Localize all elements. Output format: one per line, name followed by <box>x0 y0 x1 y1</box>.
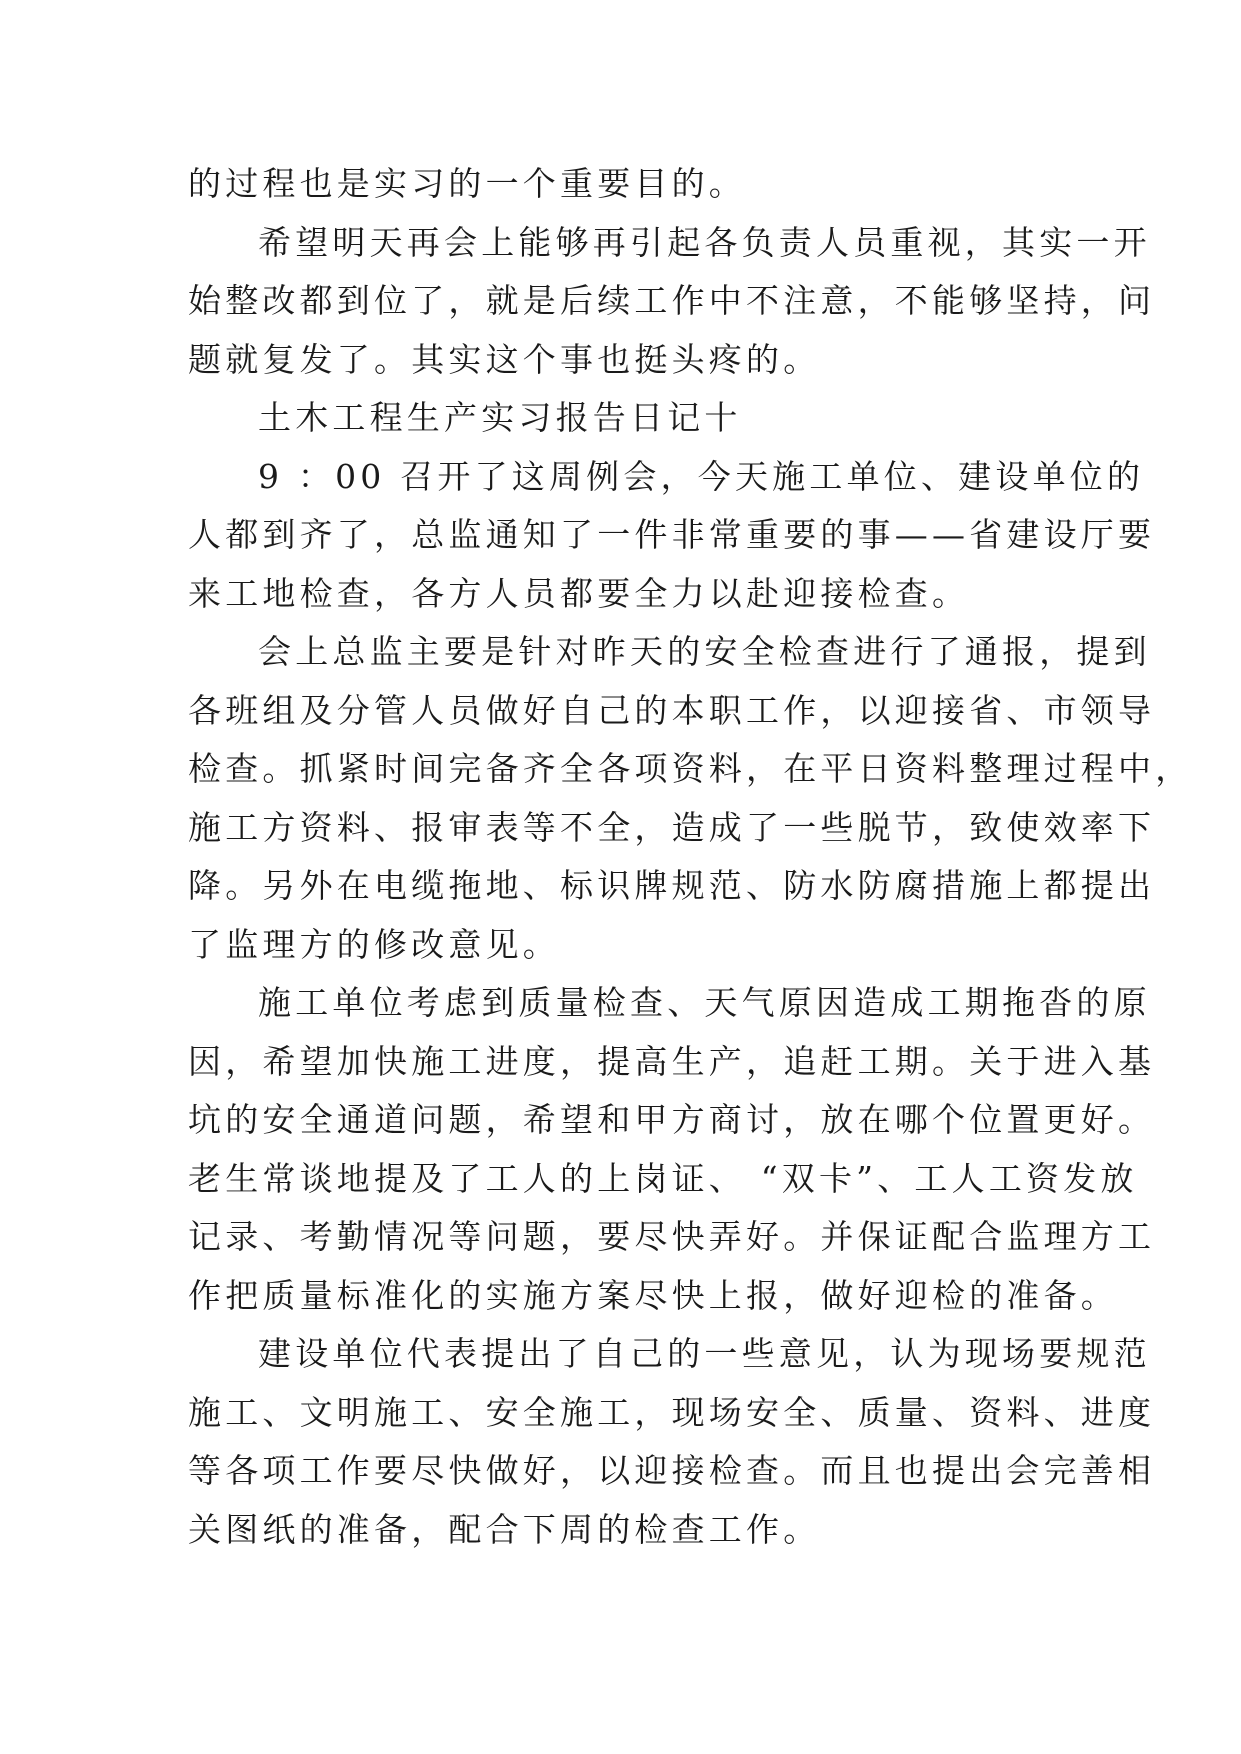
text-line: 关图纸的准备，配合下周的检查工作。 <box>188 1509 821 1549</box>
text-line: 检查。抓紧时间完备齐全各项资料，在平日资料整理过程中， <box>188 749 1193 788</box>
text-line: 始整改都到位了，就是后续工作中不注意，不能够坚持，问 <box>188 281 1156 320</box>
text-line: 因，希望加快施工进度，提高生产，追赶工期。关于进入基 <box>188 1041 1156 1081</box>
text-line: 坑的安全通道问题，希望和甲方商讨，放在哪个位置更好。 <box>188 1100 1156 1139</box>
text-line: 各班组及分管人员做好自己的本职工作，以迎接省、市领导 <box>188 690 1156 730</box>
text-line: 施工方资料、报审表等不全，造成了一些脱节，致使效率下 <box>188 807 1156 847</box>
text-line: 来工地检查，各方人员都要全力以赴迎接检查。 <box>188 573 970 613</box>
text-line: 记录、考勤情况等问题，要尽快弄好。并保证配合监理方工 <box>188 1217 1156 1256</box>
text-line: 的过程也是实习的一个重要目的。 <box>188 164 746 203</box>
paragraph-first-line: 会上总监主要是针对昨天的安全检查进行了通报，提到 <box>258 632 1151 671</box>
text-line: 人都到齐了，总监通知了一件非常重要的事——省建设厅要 <box>188 515 1156 554</box>
text-line: 了监理方的修改意见。 <box>188 924 560 964</box>
text-line: 施工、文明施工、安全施工，现场安全、质量、资料、进度 <box>188 1392 1156 1432</box>
text-line: 老生常谈地提及了工人的上岗证、 “双卡”、工人工资发放 <box>188 1158 1138 1198</box>
text-line: 降。另外在电缆拖地、标识牌规范、防水防腐措施上都提出 <box>188 866 1156 905</box>
section-heading: 土木工程生产实习报告日记十 <box>258 398 742 437</box>
text-line: 题就复发了。其实这个事也挺头疼的。 <box>188 339 821 379</box>
document-body <box>188 155 1193 1559</box>
paragraph-first-line: 希望明天再会上能够再引起各负责人员重视，其实一开 <box>258 222 1151 262</box>
text-line: 作把质量标准化的实施方案尽快上报，做好迎检的准备。 <box>188 1275 1118 1315</box>
paragraph-first-line: 施工单位考虑到质量检查、天气原因造成工期拖沓的原 <box>258 983 1151 1022</box>
text-line: 等各项工作要尽快做好，以迎接检查。而且也提出会完善相 <box>188 1451 1156 1490</box>
paragraph-first-line: 建设单位代表提出了自己的一些意见，认为现场要规范 <box>258 1334 1151 1373</box>
paragraph-first-line: 9 ：00 召开了这周例会，今天施工单位、建设单位的 <box>258 456 1145 496</box>
